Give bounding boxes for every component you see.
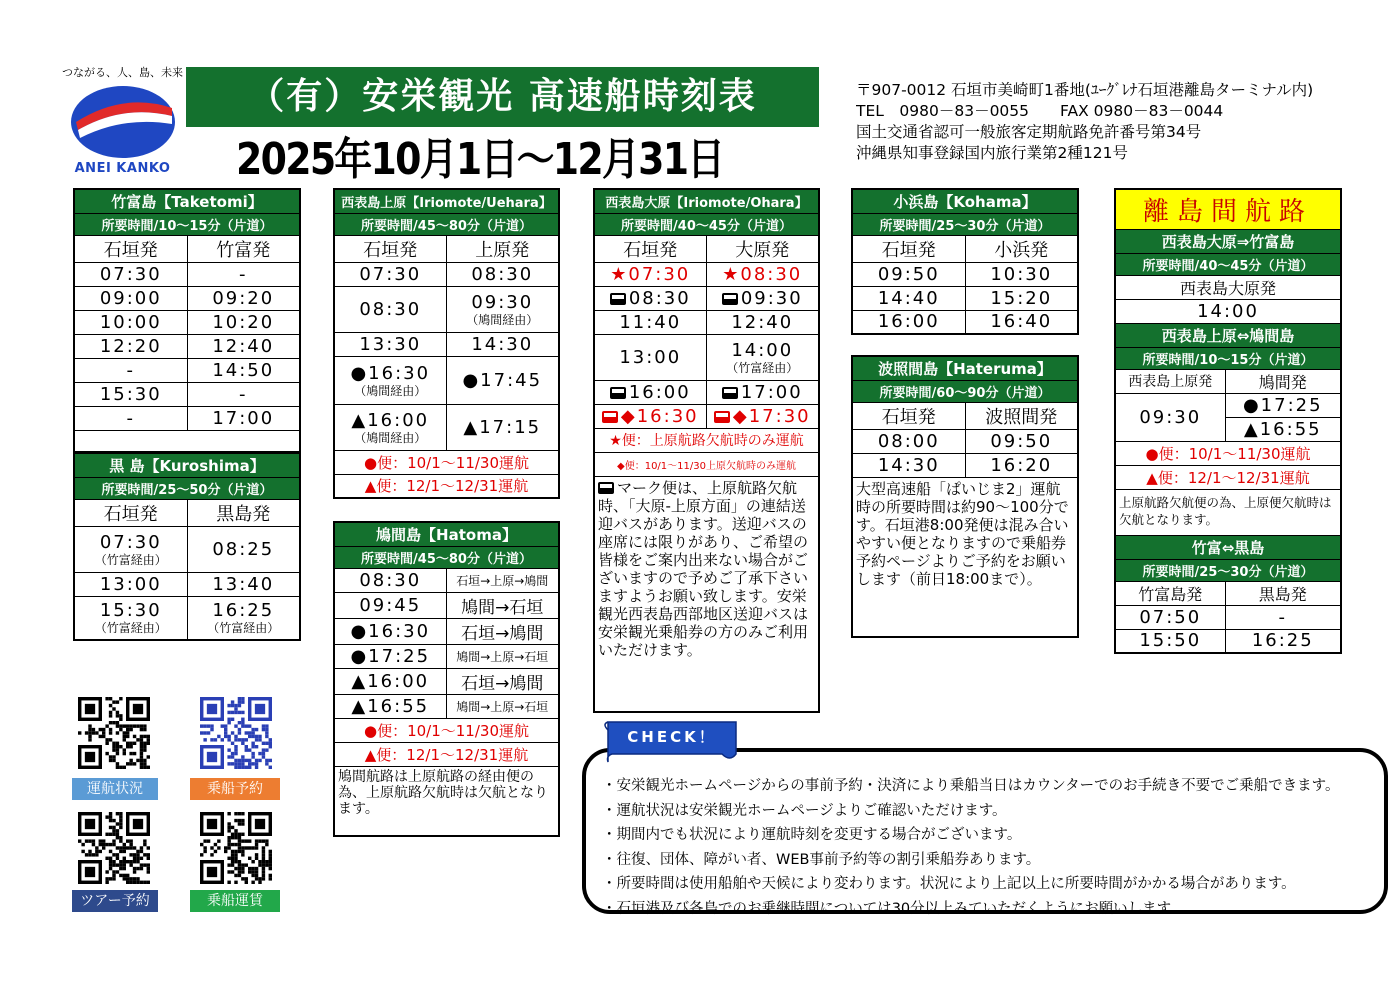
qr-label-operation-status (72, 778, 158, 800)
logo-name: ANEI KANKO (74, 161, 171, 176)
departure-time: 07:30 (74, 262, 187, 286)
col-header: 小浜発 (965, 235, 1078, 262)
list-item: ・往復、団体、障がい者、WEB事前予約等の割引乗船券あります。 (602, 851, 1041, 868)
qr-label-boarding-reservation (190, 778, 280, 800)
departure-time: 16:20 (965, 453, 1078, 477)
route-duration: 所要時間/25～50分（片道） (74, 477, 300, 499)
service-period-note: ●便：10/1～11/30運航 (334, 450, 559, 474)
departure-time (334, 404, 446, 450)
hateruma-timetable (851, 355, 1079, 638)
col-header: 竹富発 (187, 235, 300, 262)
table-row (334, 644, 559, 668)
col-header: 波照間発 (965, 402, 1078, 429)
via-note: （竹富経由） (726, 360, 799, 375)
service-period-note: ●便：10/1～11/30運航 (334, 718, 559, 742)
departure-time: 17:00 (187, 406, 300, 430)
col-header: 石垣発 (334, 235, 446, 262)
table-row (594, 286, 819, 310)
route-title: 黒 島【Kuroshima】 (74, 453, 300, 477)
departure-time (74, 526, 187, 572)
departure-time (706, 380, 819, 404)
departure-time: 07:50 (1115, 605, 1225, 629)
departure-time (706, 404, 819, 428)
time-text: 07:30 (99, 531, 162, 553)
table-row (852, 286, 1078, 310)
table-row (334, 332, 559, 356)
departure-time: 14:30 (852, 453, 965, 477)
qr-label-text: 乗船予約 (207, 781, 263, 797)
via-note: （鳩間経由） (466, 312, 539, 327)
route-title: 西表島上原【Iriomote/Uehara】 (334, 189, 559, 213)
route-duration: 所要時間/25～30分（片道） (852, 213, 1078, 235)
taketomi-timetable (73, 188, 301, 453)
service-condition-note: ★便：上原航路欠航時のみ運航 (594, 428, 819, 452)
time-text: 16:25 (212, 600, 275, 622)
check-banner-label: CHECK！ (627, 728, 717, 746)
logo-tagline: つながる、人、島、未来 (62, 66, 183, 79)
table-row (852, 453, 1078, 477)
travel-registration-line: 沖縄県知事登録国内旅行業第2種121号 (856, 144, 1128, 162)
col-header: 黒島発 (1225, 581, 1341, 605)
route-remark (594, 476, 819, 712)
table-row (594, 310, 819, 334)
via-note: （鳩間経由） (354, 430, 427, 445)
time-text: ★08:30 (722, 263, 803, 285)
table-row (74, 406, 300, 430)
departure-time: 12:20 (74, 334, 187, 358)
departure-time: 13:00 (74, 572, 187, 596)
departure-time: 14:50 (187, 358, 300, 382)
route-title: 竹富⇔黒島 (1115, 535, 1341, 559)
phone-fax-line: TEL 0980－83－0055 FAX 0980－83－0044 (856, 102, 1224, 120)
table-row (852, 310, 1078, 334)
route-title: 小浜島【Kohama】 (852, 189, 1078, 213)
kohama-timetable (851, 188, 1079, 335)
departure-time: ●16:30 (334, 618, 446, 644)
service-period-note: ▲便：12/1～12/31運航 (334, 742, 559, 766)
table-row (74, 526, 300, 572)
table-row (594, 262, 819, 286)
qr-label-text: 乗船運賃 (207, 893, 263, 909)
list-item: ・期間内でも状況により運航時刻を変更する場合がございます。 (602, 827, 1022, 843)
list-item: ・所要時間は使用船舶や天候により変わります。状況により上記以上に所要時間がかかる場合があります。 (602, 876, 1296, 892)
departure-time: ▲16:55 (334, 694, 446, 718)
bus-icon (598, 482, 614, 494)
departure-time (706, 286, 819, 310)
departure-time: 13:40 (187, 572, 300, 596)
inter-island-timetable (1114, 188, 1342, 654)
qr-label-fares (190, 890, 280, 912)
departure-time: 12:40 (187, 334, 300, 358)
time-text: 16:00 (628, 381, 691, 403)
departure-time: ▲17:15 (446, 404, 559, 450)
col-header: 大原発 (706, 235, 819, 262)
check-notice-box (582, 748, 1388, 917)
route-duration: 所要時間/45～80分（片道） (334, 213, 559, 235)
departure-time: - (1225, 605, 1341, 629)
table-row (334, 262, 559, 286)
departure-time (594, 286, 706, 310)
departure-time: 15:30 (74, 382, 187, 406)
service-period-note: ●便：10/1～11/30運航 (1115, 441, 1341, 465)
qr-code-boarding-reservation-icon[interactable] (200, 697, 272, 769)
departure-time (334, 356, 446, 404)
table-row (74, 596, 300, 640)
departure-time: ●17:25 (1225, 393, 1341, 417)
departure-time: - (187, 382, 300, 406)
bus-icon (714, 411, 730, 423)
table-row (74, 286, 300, 310)
company-address (856, 80, 1376, 164)
departure-time (446, 286, 559, 332)
table-row (334, 404, 559, 450)
route-direction: 鳩間→上原→石垣 (446, 644, 559, 668)
route-duration: 所要時間/40～45分（片道） (1115, 253, 1341, 275)
departure-time: - (74, 406, 187, 430)
route-title: 波照間島【Hateruma】 (852, 356, 1078, 380)
table-row (334, 568, 559, 592)
address-line: 〒907-0012 石垣市美崎町1番地(ﾕｰｸﾞﾚﾅ石垣港離島ターミナル内) (856, 81, 1314, 99)
table-row (334, 592, 559, 618)
col-header: 鳩間発 (1225, 369, 1341, 393)
qr-label-tour-reservation (72, 890, 158, 912)
departure-time: ▲16:00 (334, 668, 446, 694)
route-direction: 石垣→鳩間 (446, 618, 559, 644)
bus-icon (722, 293, 738, 305)
departure-time (594, 404, 706, 428)
route-remark: 上原航路欠航便の為、上原便欠航時は欠航となります。 (1115, 489, 1341, 535)
page-title: （有）安栄観光 高速船時刻表 (186, 67, 819, 127)
table-row (852, 429, 1078, 453)
table-row (594, 380, 819, 404)
col-header: 石垣発 (852, 402, 965, 429)
service-period-note: ▲便：12/1～12/31運航 (1115, 465, 1341, 489)
departure-time: ▲16:55 (1225, 417, 1341, 441)
departure-time: 10:00 (74, 310, 187, 334)
departure-time: 12:40 (706, 310, 819, 334)
departure-time: 15:20 (965, 286, 1078, 310)
departure-time: 15:50 (1115, 629, 1225, 653)
kuroshima-timetable (73, 452, 301, 641)
col-header: 黒島発 (187, 499, 300, 526)
departure-time: 08:30 (334, 568, 446, 592)
license-line: 国土交通省認可一般旅客定期航路免許番号第34号 (856, 123, 1202, 141)
table-row (74, 310, 300, 334)
departure-time: 08:00 (852, 429, 965, 453)
table-row (594, 404, 819, 428)
via-note: （竹富経由） (94, 621, 167, 636)
ohara-timetable (593, 188, 820, 713)
departure-time (187, 596, 300, 640)
departure-time: 09:45 (334, 592, 446, 618)
bus-icon (722, 387, 738, 399)
bus-icon (602, 411, 618, 423)
time-text: ▲16:00 (351, 409, 430, 431)
departure-time: 09:30 (1115, 393, 1225, 441)
time-text: ●16:30 (350, 362, 431, 384)
route-direction: 石垣→上原→鳩間 (446, 568, 559, 592)
table-row (74, 262, 300, 286)
table-row (1115, 605, 1341, 629)
route-duration: 所要時間/45～80分（片道） (334, 546, 559, 568)
table-row (334, 618, 559, 644)
check-banner (602, 718, 742, 764)
table-row (852, 262, 1078, 286)
time-text: 17:00 (740, 381, 803, 403)
qr-code-tour-reservation-icon[interactable] (78, 812, 150, 884)
departure-time: 13:30 (334, 332, 446, 356)
inter-island-title: 離島間航路 (1115, 189, 1341, 229)
qr-label-text: ツアー予約 (80, 893, 150, 909)
time-text: ★07:30 (610, 263, 691, 285)
check-list (602, 774, 1382, 921)
time-text: 15:30 (99, 600, 162, 622)
departure-time: 13:00 (594, 334, 706, 380)
route-title: 鳩間島【Hatoma】 (334, 522, 559, 546)
time-text: 09:30 (740, 287, 803, 309)
departure-time (594, 380, 706, 404)
table-row (1115, 629, 1341, 653)
service-condition-note: ◆便：10/1～11/30上原欠航時のみ運航 (594, 452, 819, 476)
departure-time: ●17:45 (446, 356, 559, 404)
departure-time: - (74, 358, 187, 382)
blank-row (74, 430, 300, 452)
route-direction: 石垣→鳩間 (446, 668, 559, 694)
time-text: 09:30 (471, 291, 534, 313)
route-title: 竹富島【Taketomi】 (74, 189, 300, 213)
validity-period: 2025年10月1日～12月31日 (236, 134, 724, 185)
departure-time: 09:50 (852, 262, 965, 286)
departure-time: 09:00 (74, 286, 187, 310)
route-duration: 所要時間/10～15分（片道） (74, 213, 300, 235)
col-header: 竹富島発 (1115, 581, 1225, 605)
table-row (594, 334, 819, 380)
departure-time: 10:30 (965, 262, 1078, 286)
col-header: 石垣発 (74, 235, 187, 262)
table-row (334, 356, 559, 404)
departure-time: 16:00 (852, 310, 965, 334)
route-remark: 大型高速船「ぱいじま2」運航時の所要時間は約90～100分です。石垣港8:00発便は混み合いやすい便となりますので乗船券予約ページよりご予約をお願いします（前日18:00まで）。 (852, 477, 1078, 637)
table-row (334, 694, 559, 718)
departure-time: 07:30 (334, 262, 446, 286)
departure-time: 14:00 (1115, 299, 1341, 323)
time-text: 08:30 (628, 287, 691, 309)
list-item: ・石垣港及び各島でのお乗継時間については30分以上みていただくようにお願いします。 (602, 900, 1185, 917)
bus-icon (610, 387, 626, 399)
time-text: ◆16:30 (620, 405, 699, 427)
list-item: ・運航状況は安栄観光ホームページよりご確認いただけます。 (602, 802, 1007, 819)
departure-time: 14:30 (446, 332, 559, 356)
table-row (334, 668, 559, 694)
departure-time: 10:20 (187, 310, 300, 334)
col-header: 石垣発 (74, 499, 187, 526)
departure-time (594, 262, 706, 286)
service-period-note: ▲便：12/1～12/31運航 (334, 474, 559, 498)
departure-time: 09:50 (965, 429, 1078, 453)
col-header: 上原発 (446, 235, 559, 262)
table-row (1115, 299, 1341, 323)
departure-time (74, 596, 187, 640)
table-row (74, 358, 300, 382)
col-header: 西表島上原発 (1115, 369, 1225, 393)
time-text: 14:00 (731, 339, 794, 361)
departure-time: 16:25 (1225, 629, 1341, 653)
via-note: （鳩間経由） (354, 383, 427, 398)
table-row (74, 382, 300, 406)
table-row (74, 572, 300, 596)
route-duration: 所要時間/25～30分（片道） (1115, 559, 1341, 581)
departure-time (706, 262, 819, 286)
route-title: 西表島上原⇔鳩間島 (1115, 323, 1341, 347)
col-header: 西表島大原発 (1115, 275, 1341, 299)
time-text: ◆17:30 (732, 405, 811, 427)
table-row (74, 334, 300, 358)
qr-label-text: 運航状況 (87, 781, 143, 797)
departure-time: 08:30 (446, 262, 559, 286)
company-logo (60, 64, 185, 179)
route-duration: 所要時間/10～15分（片道） (1115, 347, 1341, 369)
route-duration: 所要時間/60～90分（片道） (852, 380, 1078, 402)
table-row (1115, 393, 1341, 417)
col-header: 石垣発 (594, 235, 706, 262)
route-title: 西表島大原⇒竹富島 (1115, 229, 1341, 253)
route-title: 西表島大原【Iriomote/Ohara】 (594, 189, 819, 213)
departure-time: - (187, 262, 300, 286)
departure-time: ●17:25 (334, 644, 446, 668)
via-note: （竹富経由） (94, 552, 167, 567)
departure-time: 09:20 (187, 286, 300, 310)
departure-time: 08:25 (187, 526, 300, 572)
route-duration: 所要時間/40～45分（片道） (594, 213, 819, 235)
table-row (334, 286, 559, 332)
via-note: （竹富経由） (207, 621, 280, 636)
departure-time: 14:40 (852, 286, 965, 310)
departure-time: 16:40 (965, 310, 1078, 334)
qr-code-fares-icon[interactable] (200, 812, 272, 884)
qr-code-operation-status-icon[interactable] (78, 697, 150, 769)
uehara-timetable (333, 188, 560, 499)
list-item: ・安栄観光ホームページからの事前予約・決済により乗船当日はカウンターでのお手続き不要でご乗船できます。 (602, 778, 1340, 794)
route-remark: 鳩間航路は上原航路の経由便の為、上原航路欠航時は欠航となります。 (334, 766, 559, 836)
departure-time: 08:30 (334, 286, 446, 332)
route-direction: 鳩間→上原→石垣 (446, 694, 559, 718)
remark-text: マーク便は、上原航路欠航時、「大原-上原方面」の連結送迎バスがあります。送迎バスの座席には限りがあり、ご希望の皆様をご案内出来ない場合がございますので予めご了承下さいますようお願い致します。安栄観光西表島西部地区送迎バスは安栄観光乗船券の方のみご利用いただけます。 (598, 478, 809, 659)
departure-time: 11:40 (594, 310, 706, 334)
hatoma-timetable (333, 521, 560, 837)
route-direction: 鳩間→石垣 (446, 592, 559, 618)
col-header: 石垣発 (852, 235, 965, 262)
departure-time (706, 334, 819, 380)
bus-icon (610, 293, 626, 305)
logo-emblem-icon (68, 82, 178, 160)
